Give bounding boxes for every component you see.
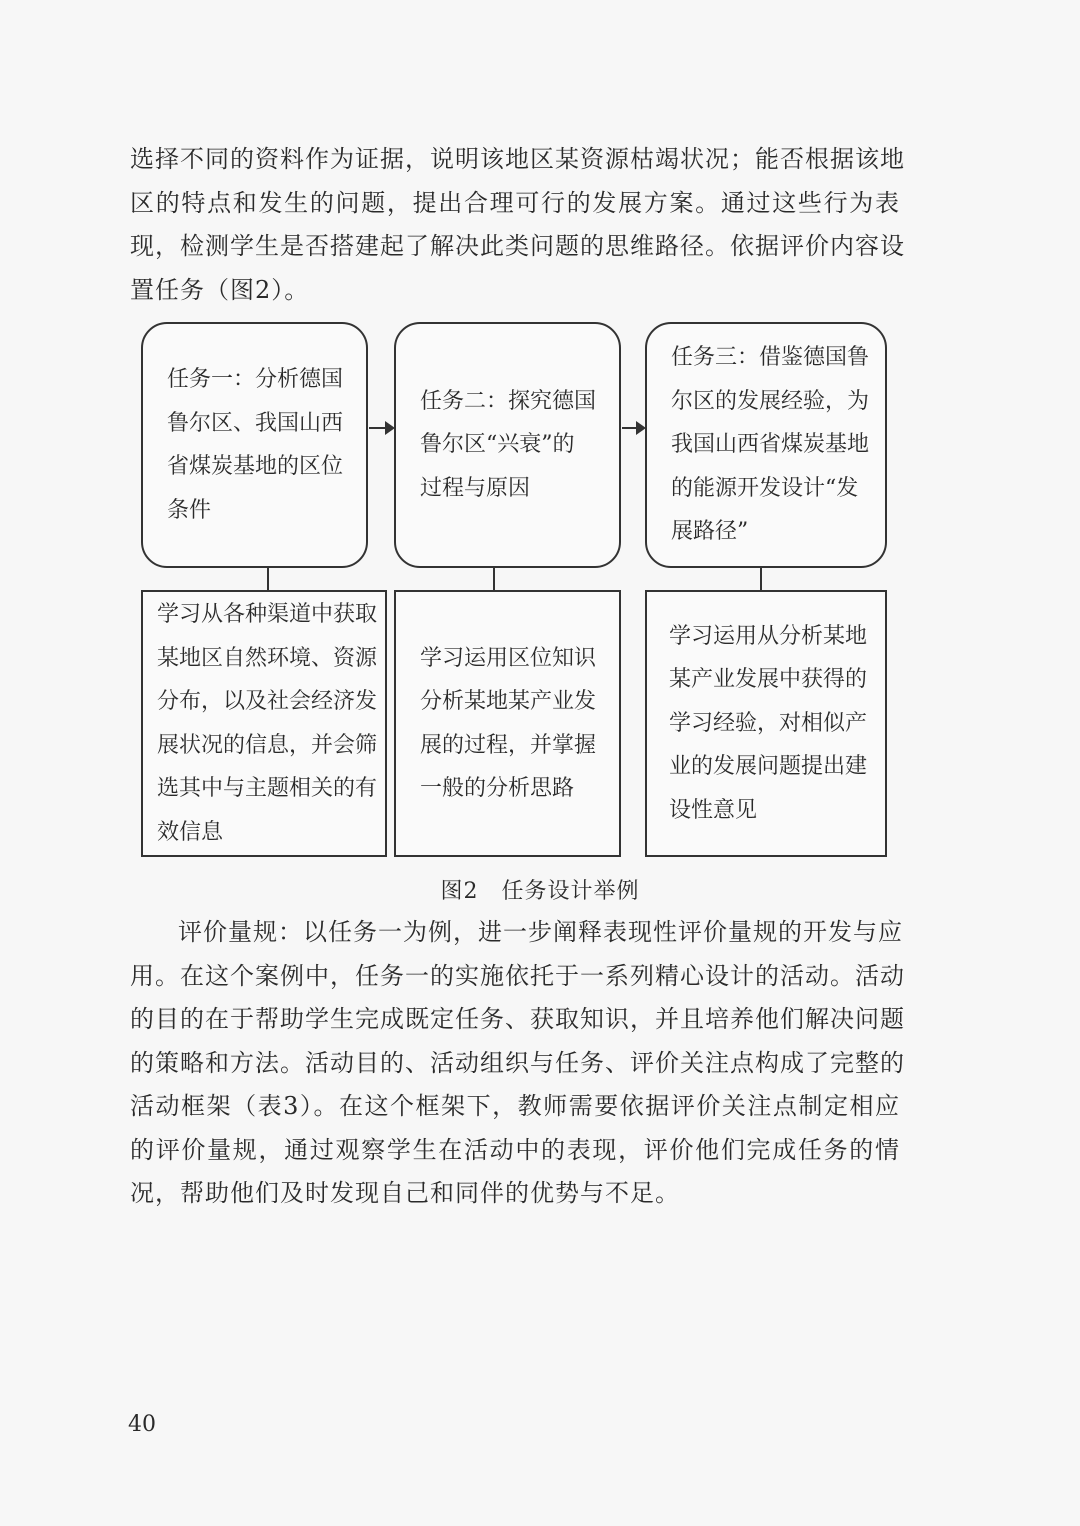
paragraph-line: 选择不同的资料作为证据，说明该地区某资源枯竭状况；能否根据该地 [130,145,905,173]
task-box-2 [394,322,621,568]
paragraph-line: 评价量规：以任务一为例，进一步阐释表现性评价量规的开发与应 [178,918,903,946]
goal-1-text: 学习从各种渠道中获取 某地区自然环境、资源 分布，以及社会经济发 展状况的信息，并会筛 选其中与主题相关的有 效信息 [157,602,378,845]
goal-box-3 [645,590,887,857]
arrow-connector [369,427,393,429]
connector-line [493,568,495,591]
goal-3-text: 学习运用从分析某地 某产业发展中获得的 学习经验，对相似产 业的发展问题提出建 设性意见 [669,623,868,823]
goal-box-2 [394,590,621,857]
goal-box-1 [141,590,387,857]
paragraph-line: 现，检测学生是否搭建起了解决此类问题的思维路径。依据评价内容设 [130,232,905,260]
paragraph-line: 用。在这个案例中，任务一的实施依托于一系列精心设计的活动。活动 [130,961,905,990]
paragraph-line: 的目的在于帮助学生完成既定任务、获取知识，并且培养他们解决问题 [130,1005,905,1033]
arrow-connector [622,427,644,429]
goal-2-text: 学习运用区位知识 分析某地某产业发 展的过程，并掌握 一般的分析思路 [420,645,597,801]
page-number: 40 [128,1412,156,1437]
task-2-text: 任务二：探究德国 鲁尔区“兴衰”的 过程与原因 [420,388,597,501]
task-1-text: 任务一：分析德国 鲁尔区、我国山西 省煤炭基地的区位 条件 [167,367,344,523]
paragraph-1 [130,138,905,312]
paragraph-line: 区的特点和发生的问题，提出合理可行的发展方案。通过这些行为表 [130,188,900,217]
paragraph-line: 置任务（图2）。 [130,275,310,304]
paragraph-line: 的策略和方法。活动目的、活动组织与任务、评价关注点构成了完整的 [130,1048,905,1077]
paragraph-line: 活动框架（表3）。在这个框架下，教师需要依据评价关注点制定相应 [130,1092,900,1120]
connector-line [760,568,762,591]
task-box-3 [645,322,887,568]
paragraph-line: 况，帮助他们及时发现自己和同伴的优势与不足。 [130,1179,680,1207]
task-box-1 [141,322,368,568]
connector-line [267,568,269,591]
figure-caption: 图2 任务设计举例 [440,879,640,904]
paragraph-2 [130,911,905,1216]
paragraph-line: 的评价量规，通过观察学生在活动中的表现，评价他们完成任务的情 [130,1135,900,1164]
task-3-text: 任务三：借鉴德国鲁 尔区的发展经验，为 我国山西省煤炭基地 的能源开发设计“发 展路径” [671,345,870,545]
